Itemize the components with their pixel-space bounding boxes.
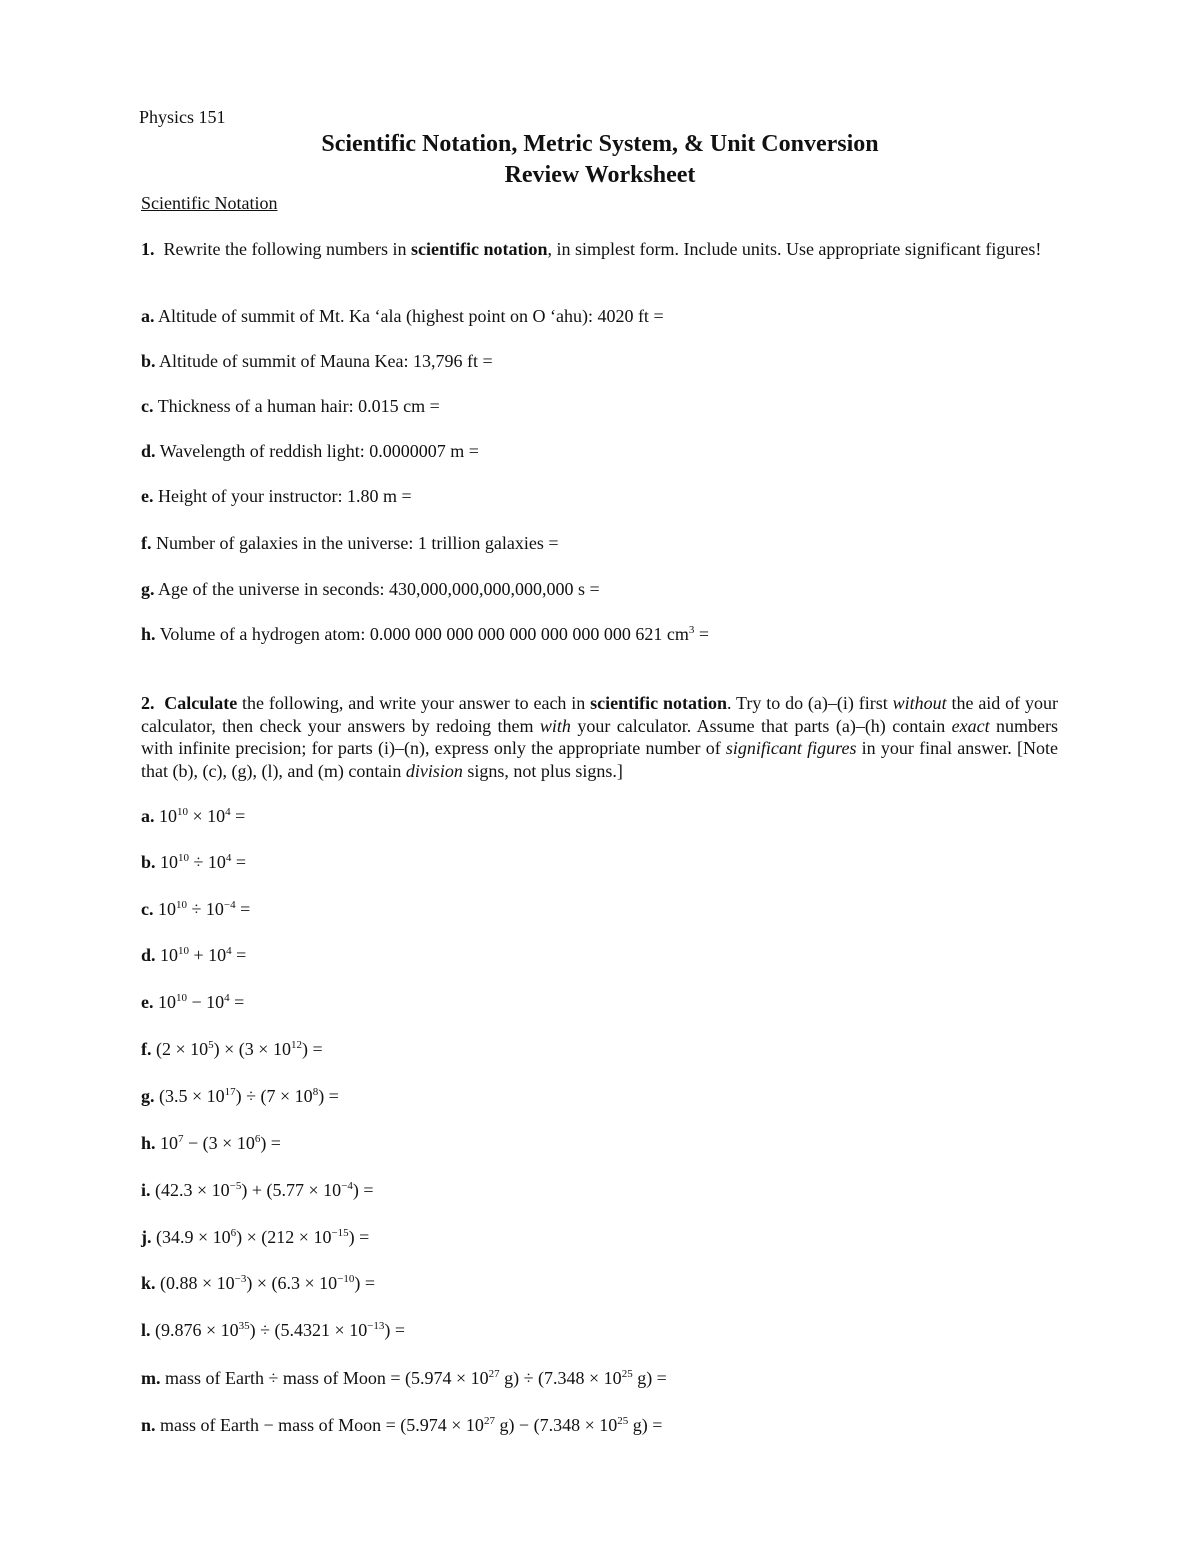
exponent: 4 xyxy=(226,945,232,957)
exponent: 4 xyxy=(225,806,231,818)
exponent: −5 xyxy=(229,1180,242,1192)
expression-text: + 10 xyxy=(189,945,227,965)
exponent: 8 xyxy=(312,1086,319,1098)
instruction-italic: division xyxy=(405,760,463,781)
item-label: h. xyxy=(141,1133,156,1153)
instruction-emphasis: scientific notation xyxy=(410,239,548,259)
list-item xyxy=(141,624,709,645)
expression-text: ) = xyxy=(301,1039,323,1059)
list-item xyxy=(141,1227,369,1248)
expression-text: ÷ 10 xyxy=(189,852,226,872)
exponent: 10 xyxy=(176,992,187,1004)
item-label: a. xyxy=(141,806,155,826)
expression-text: (2 × 10 xyxy=(156,1039,209,1059)
item-text: Thickness of a human hair: 0.015 cm = xyxy=(157,396,440,416)
expression-text: ) × (6.3 × 10 xyxy=(246,1273,338,1293)
expression-text: g) = xyxy=(628,1415,663,1435)
list-item xyxy=(141,1039,323,1060)
exponent: −4 xyxy=(223,899,236,911)
expression-text: = xyxy=(231,945,247,965)
expression-text: = xyxy=(235,899,251,919)
instruction-emphasis: Calculate xyxy=(164,693,238,713)
exponent: 10 xyxy=(177,806,188,818)
list-item xyxy=(141,1320,405,1341)
item-text: Age of the universe in seconds: 430,000,000,000,000,000 s = xyxy=(158,579,600,599)
expression-text: 10 xyxy=(158,899,176,919)
list-item xyxy=(141,1133,281,1154)
exponent: 6 xyxy=(254,1133,261,1145)
item-label: d. xyxy=(141,441,156,461)
expression-text: g) ÷ (7.348 × 10 xyxy=(499,1368,622,1388)
expression-text: ) × (3 × 10 xyxy=(213,1039,291,1059)
expression-text: = xyxy=(230,806,246,826)
question-number: 2. xyxy=(141,693,155,713)
expression-text: (9.876 × 10 xyxy=(155,1320,239,1340)
item-label: j. xyxy=(141,1227,152,1247)
question-1-instructions xyxy=(141,238,1058,261)
exponent: 17 xyxy=(224,1086,236,1098)
list-item xyxy=(141,1086,339,1107)
exponent: −15 xyxy=(331,1227,349,1239)
expression-text: ) + (5.77 × 10 xyxy=(241,1180,342,1200)
item-text: Number of galaxies in the universe: 1 trillion galaxies = xyxy=(156,533,559,553)
expression-text: ÷ 10 xyxy=(187,899,224,919)
list-item xyxy=(141,1368,667,1389)
exponent: 27 xyxy=(483,1415,495,1427)
expression-text: 10 xyxy=(160,852,179,872)
item-label: g. xyxy=(141,1086,155,1106)
item-text: Altitude of summit of Mt. Ka ʻala (highest point on O ʻahu): 4020 ft = xyxy=(158,306,664,326)
item-label: m. xyxy=(141,1368,161,1388)
expression-text: ) = xyxy=(352,1180,374,1200)
exponent: 10 xyxy=(178,852,190,864)
item-label: b. xyxy=(141,852,156,872)
instruction-italic: without xyxy=(892,693,947,713)
item-label: h. xyxy=(141,624,156,644)
item-label: i. xyxy=(141,1180,151,1200)
expression-text: ) = xyxy=(384,1320,406,1340)
list-item xyxy=(141,852,246,873)
instruction-italic: with xyxy=(539,715,571,736)
exponent: 27 xyxy=(488,1368,500,1380)
list-item xyxy=(141,441,479,462)
instruction-text: numbers with infinite precision; for parts (i)–(n), express only the appropriate number of xyxy=(141,715,1058,758)
exponent: 7 xyxy=(178,1133,184,1145)
item-label: d. xyxy=(141,945,156,965)
section-heading: Scientific Notation xyxy=(141,193,278,213)
instruction-text: signs, not plus signs.] xyxy=(462,760,623,781)
expression-text: 10 xyxy=(159,806,177,826)
item-label: e. xyxy=(141,992,154,1012)
exponent: 4 xyxy=(224,992,230,1004)
expression-text: 10 xyxy=(158,992,176,1012)
exponent: 10 xyxy=(176,899,187,911)
item-text: Wavelength of reddish light: 0.0000007 m = xyxy=(159,441,479,461)
exponent: 6 xyxy=(230,1227,237,1239)
question-number: 1. xyxy=(141,239,155,259)
expression-text: 10 xyxy=(160,1133,179,1153)
expression-text: (3.5 × 10 xyxy=(159,1086,225,1106)
list-item xyxy=(141,579,600,600)
item-label: f. xyxy=(141,1039,152,1059)
instruction-text: in your final answer. [Note that (b), (c), (g), (l), and (m) contain xyxy=(141,738,1058,781)
expression-text: g) − (7.348 × 10 xyxy=(494,1415,618,1435)
expression-text: ) = xyxy=(260,1133,281,1153)
expression-text: ) = xyxy=(348,1227,370,1247)
expression-text: ) = xyxy=(318,1086,339,1106)
expression-text: ) × (212 × 10 xyxy=(236,1227,332,1247)
item-label: c. xyxy=(141,396,154,416)
item-text: Height of your instructor: 1.80 m = xyxy=(158,486,412,506)
instruction-text: . Try to do (a)–(i) first xyxy=(726,693,893,713)
expression-text: (0.88 × 10 xyxy=(160,1273,235,1293)
expression-text: mass of Earth ÷ mass of Moon = (5.974 × 10 xyxy=(165,1368,489,1388)
exponent: −13 xyxy=(367,1320,385,1332)
item-label: k. xyxy=(141,1273,156,1293)
list-item xyxy=(141,806,245,827)
course-label: Physics 151 xyxy=(139,107,226,127)
expression-text: − (3 × 10 xyxy=(183,1133,255,1153)
instruction-text: the aid of your calculator, then check your answers by redoing them xyxy=(141,693,1059,736)
expression-text: mass of Earth − mass of Moon = (5.974 × 10 xyxy=(160,1415,484,1435)
list-item xyxy=(141,306,664,327)
item-label: e. xyxy=(141,486,154,506)
instruction-italic: exact xyxy=(951,715,990,736)
instruction-emphasis: scientific notation xyxy=(590,693,727,713)
instruction-text: Rewrite the following numbers in xyxy=(163,239,407,259)
item-label: c. xyxy=(141,899,154,919)
exponent: 25 xyxy=(617,1415,629,1427)
item-label: g. xyxy=(141,579,155,599)
item-label: l. xyxy=(141,1320,151,1340)
exponent: 12 xyxy=(290,1039,302,1051)
exponent: 4 xyxy=(225,852,232,864)
page-title: Scientific Notation, Metric System, & Unit Conversion xyxy=(321,131,879,157)
instruction-italic: significant figures xyxy=(725,738,857,758)
exponent: 35 xyxy=(238,1320,250,1332)
instruction-text: the following, and write your answer to each in xyxy=(237,693,591,713)
expression-text: = xyxy=(231,852,247,872)
item-label: f. xyxy=(141,533,152,553)
item-label: a. xyxy=(141,306,155,326)
list-item xyxy=(141,945,246,966)
exponent: 25 xyxy=(621,1368,633,1380)
list-item xyxy=(141,1273,375,1294)
expression-text: ) = xyxy=(354,1273,376,1293)
expression-text: g) = xyxy=(632,1368,667,1388)
item-text: = xyxy=(694,624,709,644)
item-label: n. xyxy=(141,1415,156,1435)
list-item xyxy=(141,1180,374,1201)
exponent: −10 xyxy=(337,1273,355,1285)
exponent: −4 xyxy=(341,1180,353,1192)
expression-text: × 10 xyxy=(188,806,226,826)
expression-text: ) ÷ (7 × 10 xyxy=(235,1086,313,1106)
list-item xyxy=(141,533,559,554)
list-item xyxy=(141,1415,662,1436)
expression-text: (42.3 × 10 xyxy=(155,1180,230,1200)
expression-text: ) ÷ (5.4321 × 10 xyxy=(249,1320,368,1340)
list-item xyxy=(141,899,250,920)
exponent: −3 xyxy=(234,1273,247,1285)
exponent: 5 xyxy=(208,1039,214,1051)
item-text: Altitude of summit of Mauna Kea: 13,796 ft = xyxy=(159,351,493,371)
expression-text: = xyxy=(229,992,245,1012)
list-item xyxy=(141,396,440,417)
list-item xyxy=(141,351,493,372)
expression-text: − 10 xyxy=(187,992,225,1012)
instruction-text: your calculator. Assume that parts (a)–(h) contain xyxy=(570,715,952,736)
question-2-instructions xyxy=(141,692,1058,782)
item-label: b. xyxy=(141,351,156,371)
expression-text: 10 xyxy=(160,945,179,965)
item-text: Volume of a hydrogen atom: 0.000 000 000 000 000 000 000 000 621 cm xyxy=(159,624,689,644)
list-item xyxy=(141,992,244,1013)
list-item xyxy=(141,486,412,507)
instruction-text: , in simplest form. Include units. Use appropriate significant figures! xyxy=(547,239,1042,259)
exponent: 10 xyxy=(178,945,190,957)
page-subtitle: Review Worksheet xyxy=(504,162,696,188)
expression-text: (34.9 × 10 xyxy=(156,1227,231,1247)
exponent: 3 xyxy=(688,624,695,636)
